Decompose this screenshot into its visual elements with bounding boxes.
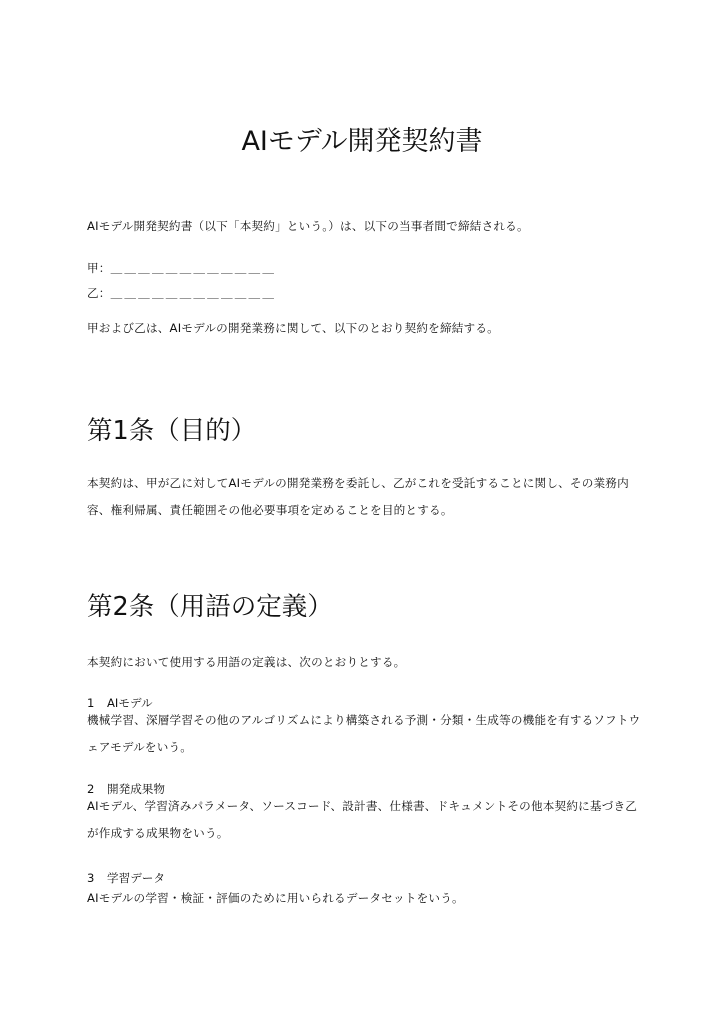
term-2-definition: AIモデル、学習済みパラメータ、ソースコード、設計書、仕様書、ドキュメントその他本契約に基づき乙が作成する成果物をいう。: [87, 799, 638, 840]
preamble-intro: AIモデル開発契約書（以下「本契約」という。）は、以下の当事者間で締結される。: [87, 219, 529, 233]
article-2-heading: 第2条（用語の定義）: [87, 592, 333, 622]
article-2-body: 本契約において使用する用語の定義は、次のとおりとする。: [87, 655, 406, 669]
signature-blank: ＿＿＿＿＿＿＿＿＿＿＿＿: [110, 261, 277, 275]
party-label: 乙：: [87, 286, 111, 300]
article-1-heading: 第1条（目的）: [87, 416, 257, 446]
term-name: 学習データ: [107, 871, 165, 885]
term-1-definition: 機械学習、深層学習その他のアルゴリズムにより構築される予測・分類・生成等の機能を有するソフトウェアモデルをいう。: [87, 713, 641, 754]
party-line-otsu: [87, 283, 276, 303]
party-line-kou: [87, 258, 276, 278]
preamble-agreement: 甲および乙は、AIモデルの開発業務に関して、以下のとおり契約を締結する。: [87, 321, 499, 335]
document-title: AIモデル開発契約書: [241, 126, 483, 157]
term-name: AIモデル: [107, 696, 153, 710]
term-name: 開発成果物: [107, 782, 165, 796]
term-number: 2: [87, 782, 95, 796]
term-number: 1: [87, 696, 95, 710]
article-1-body: 本契約は、甲が乙に対してAIモデルの開発業務を委託し、乙がこれを受託することに関し、その業務内容、権利帰属、責任範囲その他必要事項を定めることを目的とする。: [87, 476, 629, 517]
party-label: 甲：: [87, 261, 111, 275]
term-3-definition: AIモデルの学習・検証・評価のために用いられるデータセットをいう。: [87, 891, 464, 905]
signature-blank: ＿＿＿＿＿＿＿＿＿＿＿＿: [110, 286, 277, 300]
term-number: 3: [87, 871, 95, 885]
